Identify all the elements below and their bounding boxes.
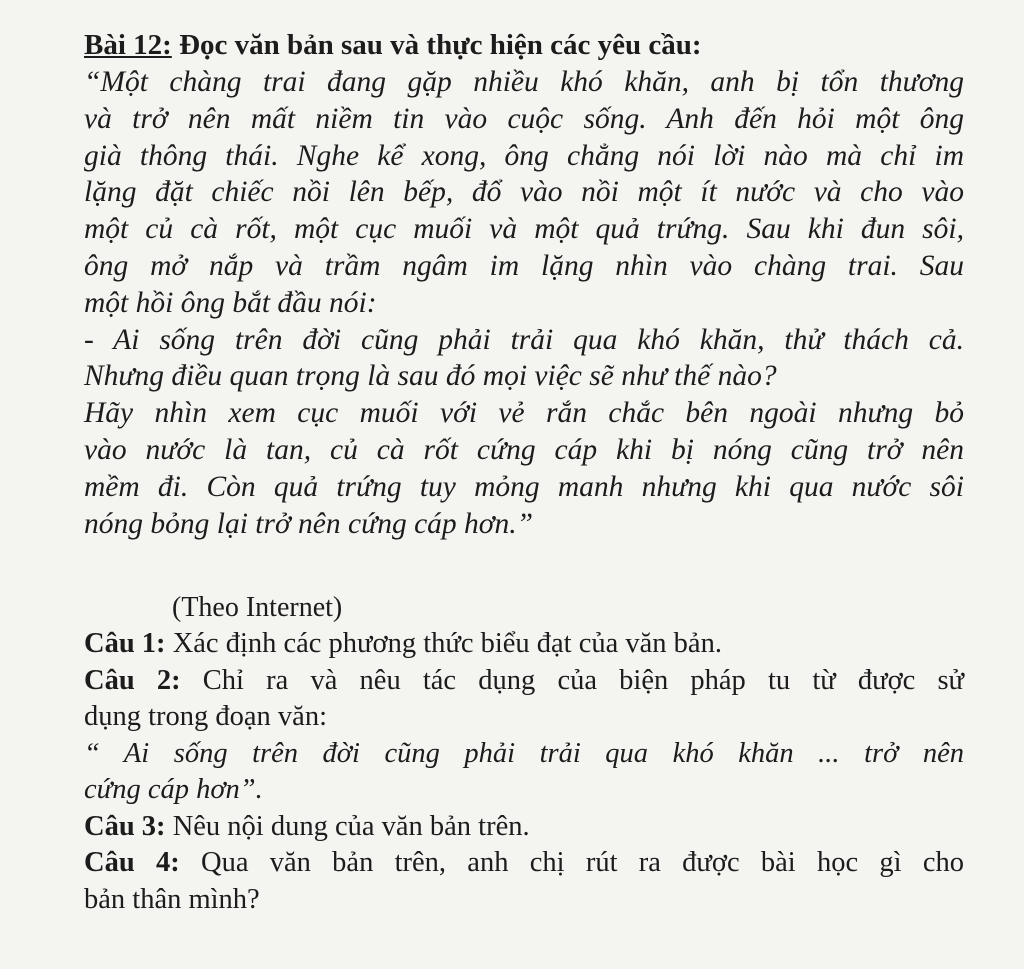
- passage-source: (Theo Internet): [172, 592, 343, 624]
- question-text: Xác định các phương thức biểu đạt của văn bản.: [172, 628, 722, 660]
- passage-line: nóng bỏng lại trở nên cứng cáp hơn.”: [84, 507, 534, 540]
- question-text: dụng trong đoạn văn:: [84, 701, 328, 733]
- exercise-instruction: Đọc văn bản sau và thực hiện các yêu cầu:: [179, 29, 702, 61]
- question-1: [84, 626, 964, 663]
- question-4: [84, 845, 964, 918]
- passage-line: “Một chàng trai đang gặp nhiều khó khăn, anh bị tổn thương: [84, 66, 964, 98]
- question-label: Câu 1:: [84, 628, 166, 660]
- passage-line: một củ cà rốt, một cục muối và một quả trứng. Sau khi đun sôi,: [84, 213, 964, 246]
- question-3: [84, 809, 964, 846]
- question-label: Câu 2:: [84, 664, 181, 696]
- passage-line: Nhưng điều quan trọng là sau đó mọi việc sẽ như thế nào?: [84, 360, 777, 393]
- passage-line: vào nước là tan, củ cà rốt cứng cáp khi bị nóng cũng trở nên: [84, 433, 964, 466]
- passage-line: Hãy nhìn xem cục muối với vẻ rắn chắc bên ngoài nhưng bỏ: [84, 397, 964, 430]
- passage-line: mềm đi. Còn quả trứng tuy mỏng manh nhưng khi qua nước sôi: [84, 470, 964, 503]
- question-label: Câu 4:: [84, 847, 180, 879]
- question-label: Câu 3:: [84, 810, 166, 842]
- exercise-label: Bài 12:: [84, 29, 172, 61]
- passage-line: ông mở nắp và trầm ngâm im lặng nhìn vào chàng trai. Sau: [84, 249, 964, 282]
- question-text: Nêu nội dung của văn bản trên.: [172, 810, 530, 842]
- question-line: [84, 663, 964, 700]
- reading-passage: [84, 64, 964, 542]
- question-text: Qua văn bản trên, anh chị rút ra được bài học gì cho: [200, 847, 964, 879]
- quoted-excerpt: cứng cáp hơn”.: [84, 774, 263, 806]
- question-2: [84, 663, 964, 809]
- question-text: bản thân mình?: [84, 883, 260, 915]
- passage-line: một hồi ông bắt đầu nói:: [84, 286, 377, 319]
- passage-line: lặng đặt chiếc nồi lên bếp, đổ vào nồi một ít nước và cho vào: [84, 176, 964, 209]
- passage-line: già thông thái. Nghe kể xong, ông chẳng nói lời nào mà chỉ im: [84, 139, 964, 172]
- question-text: Chỉ ra và nêu tác dụng của biện pháp tu từ được sử: [202, 664, 965, 696]
- quoted-excerpt: “ Ai sống trên đời cũng phải trải qua khó khăn ... trở nên: [84, 737, 964, 769]
- question-line: [84, 845, 964, 882]
- passage-line: và trở nên mất niềm tin vào cuộc sống. Anh đến hỏi một ông: [84, 102, 964, 135]
- passage-line: - Ai sống trên đời cũng phải trải qua khó khăn, thử thách cả.: [84, 323, 964, 356]
- exercise-heading: [84, 26, 964, 64]
